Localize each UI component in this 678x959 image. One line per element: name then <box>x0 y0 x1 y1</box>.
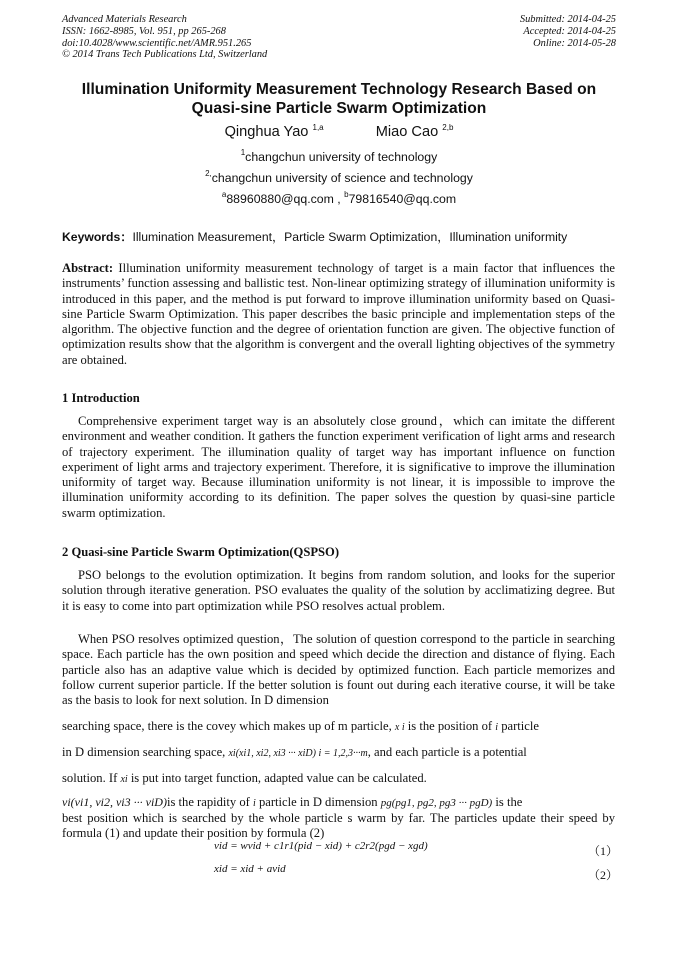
equation-2-number: （2） <box>588 868 619 882</box>
qspso-line-solution: solution. If xi is put into target function, adapted value can be calculated. <box>62 771 427 785</box>
equation-1-number: （1） <box>588 844 619 858</box>
qspso-line-position: in D dimension searching space, xi(xi1, xi2, xi3 ··· xiD) i = 1,2,3···m, and each particle is a potential <box>62 745 527 759</box>
issn-line: ISSN: 1662-8985, Vol. 951, pp 265-268 <box>62 25 226 37</box>
author-2: Miao Cao <box>375 124 439 140</box>
qspso-paragraph-2: When PSO resolves optimized question，The solution of question correspond to the particle in searching space. Each particle has the own position and speed which decide the direction and distance of flying. Each particle also has an adaptive value which is decided by optimized function. Each particle memorizes and follow current superior particle. If the better solution is fount out during each iterative course, it will be take as the basis to look for next solution. In D dimension <box>62 632 615 708</box>
velocity-vector-formula: vi(vi1, vi2, vi3 ··· viD) <box>62 795 167 809</box>
keywords-line <box>62 228 567 245</box>
index-symbol-2: i <box>253 798 256 809</box>
email-line: $^a$88960880@qq.com , $^b$79816540@qq.com <box>221 190 457 206</box>
copyright-line: © 2014 Trans Tech Publications Ltd, Switzerland <box>62 49 268 61</box>
doi-line: doi:10.4028/www.scientific.net/AMR.951.265 <box>62 37 252 49</box>
affiliation-2: $^{2,}$changchun university of science and technology <box>205 169 473 185</box>
abstract <box>62 261 615 368</box>
index-symbol: i <box>495 722 499 733</box>
online-date: Online: 2014-05-28 <box>533 37 616 49</box>
abstract-text: Illumination uniformity measurement technology of target is a main factor that influences the instruments’ function assessing and ballistic test. Non-linear optimizing strategy of illumination uniformity is introduced in this paper, and the method is put forward to improve illumination uniformity based on Quasi-sine Particle Swarm Optimization. This paper describes the basic principle and implementation steps of the algorithm. The objective function and the degree of orientation function are given. The objective function of optimization results show that the algorithm is convergent and the overall lighting objectives of the symmetry are obtained. <box>62 261 615 367</box>
affiliation-1: $^1$changchun university of technology <box>240 148 438 164</box>
author-line: Qinghua Yao $^{1,a}$ Miao Cao $^{2,b}$ <box>224 123 454 140</box>
abstract-label: Abstract: <box>62 261 114 275</box>
section-heading-qspso: 2 Quasi-sine Particle Swarm Optimization(QSPSO) <box>62 545 340 559</box>
accepted-date: Accepted: 2014-04-25 <box>523 25 616 37</box>
position-vector-formula: xi(xi1, xi2, xi3 ··· xiD) i = 1,2,3···m <box>228 748 368 759</box>
position-symbol: x i <box>394 722 405 733</box>
submitted-date: Submitted: 2014-04-25 <box>519 14 616 25</box>
equation-1: vid = wvid + c1r1(pid − xid) + c2r2(pgd − xgd) <box>214 840 428 852</box>
qspso-line-covey: searching space, there is the covey which makes up of m particle, x i is the position of i particle <box>62 719 539 733</box>
best-position-formula: pg(pg1, pg2, pg3 ··· pgD) <box>380 797 493 809</box>
qspso-line-rapidity: vi(vi1, vi2, vi3 ··· viD)is the rapidity of i particle in D dimension pg(pg1, pg2, pg3 ··· pgD) is the <box>62 795 523 809</box>
email-b: 79816540@qq.com <box>348 192 457 206</box>
paper-title: Illumination Uniformity Measurement Technology Research Based on Quasi-sine Particle Swarm Optimization <box>81 81 597 117</box>
keywords-text: Illumination Measurement，Particle Swarm Optimization，Illumination uniformity <box>132 230 568 244</box>
keywords-label: Keywords： <box>62 230 133 244</box>
author-1: Qinghua Yao <box>224 124 309 140</box>
journal-header <box>62 14 267 61</box>
solution-symbol: xi <box>120 774 128 785</box>
introduction-paragraph: Comprehensive experiment target way is an absolutely close ground，which can imitate the different environment and weather condition. It gathers the function experiment verification of light arms and research of trajectory experiment. The illumination quality of target way has important influence on function experiment of light arms and trajectory experiment. Therefore, it is significative to improve the illumination uniformity of target way. Because illumination uniformity is not linear, it is impossible to improve the illumination uniformity according to its definition. The paper solves the question by quasi-sine particle swarm optimization. <box>62 414 615 520</box>
email-a: 88960880@qq.com , <box>226 192 341 206</box>
qspso-paragraph-1: PSO belongs to the evolution optimization. It begins from random solution, and looks for the superior solution through iterative generation. PSO evaluates the quality of the solution by acclimatizing degree. But it is easy to come into part optimization while PSO resolves actual problem. <box>62 568 615 613</box>
section-heading-introduction: 1 Introduction <box>62 391 140 405</box>
dates-header <box>520 14 616 49</box>
journal-name: Advanced Materials Research <box>62 14 187 25</box>
qspso-line-update: best position which is searched by the whole particle s warm by far. The particles update their speed by formula (1) and update their position by formula (2) <box>62 811 615 841</box>
equation-2: xid = xid + avid <box>214 863 286 875</box>
